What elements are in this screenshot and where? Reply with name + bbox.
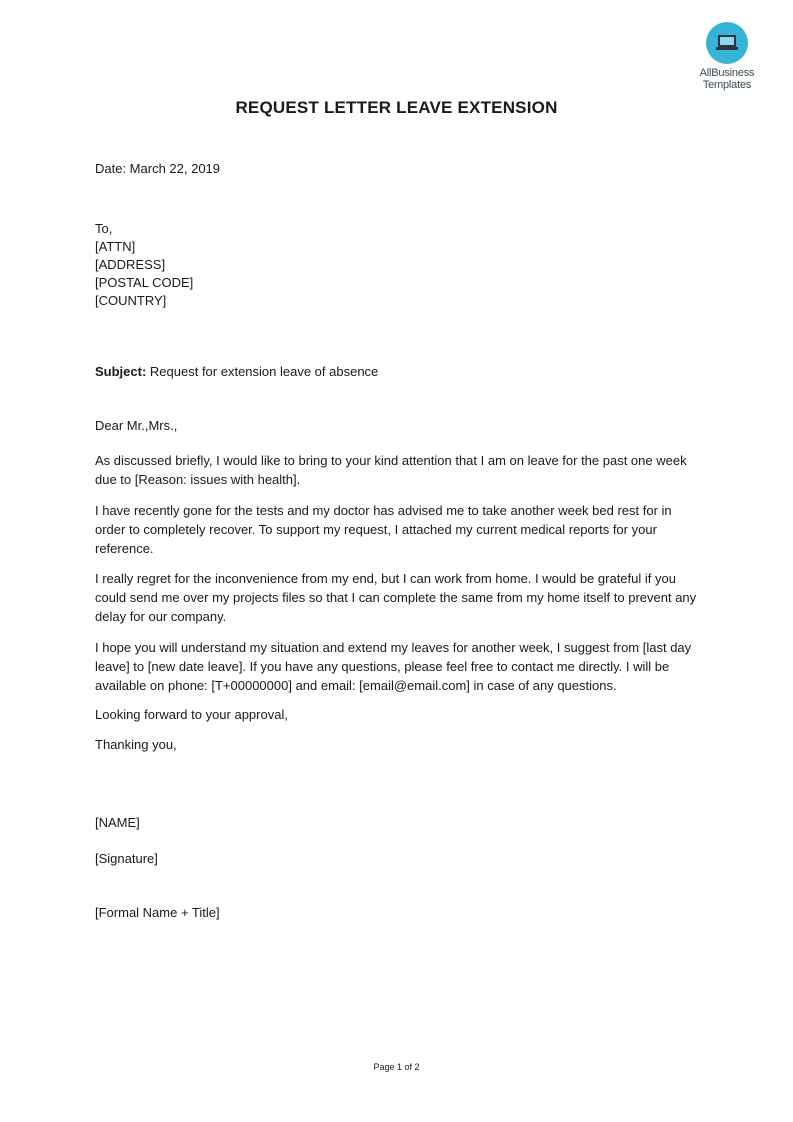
salutation: Dear Mr.,Mrs., bbox=[95, 418, 178, 433]
logo-circle bbox=[706, 22, 748, 64]
thanking-line: Thanking you, bbox=[95, 737, 177, 752]
sender-signature: [Signature] bbox=[95, 851, 158, 866]
letter-date: Date: March 22, 2019 bbox=[95, 161, 221, 176]
sender-formal-name: [Formal Name + Title] bbox=[95, 905, 220, 920]
sender-name: [NAME] bbox=[95, 815, 140, 830]
subject-line bbox=[95, 363, 378, 381]
address-country: [COUNTRY] bbox=[95, 293, 167, 308]
body-paragraph-2: I have recently gone for the tests and my doctor has advised me to take another week bed rest for in order to completely recover. To support my request, I attached my current medical reports for your reference. bbox=[95, 503, 672, 556]
allbusiness-templates-logo bbox=[692, 22, 762, 91]
body-paragraph-4: I hope you will understand my situation and extend my leaves for another week, I suggest from [last day leave] to [new date leave]. If you have any questions, please feel free to contact me directly. I will be available on phone: [T+00000000] and email: [email@email.com] in case of any questions. bbox=[95, 640, 692, 693]
body-paragraph-3: I really regret for the inconvenience from my end, but I can work from home. I would be grateful if you could send me over my projects files so that I can complete the same from my home itself to prevent any delay for our company. bbox=[95, 571, 697, 624]
page-number: Page 1 of 2 bbox=[373, 1062, 420, 1072]
address-attn: [ATTN] bbox=[95, 239, 136, 254]
subject-label: Subject: bbox=[95, 364, 147, 379]
body-paragraph-1: As discussed briefly, I would like to bring to your kind attention that I am on leave for the past one week due to [Reason: issues with health]. bbox=[95, 453, 687, 487]
document-title: REQUEST LETTER LEAVE EXTENSION bbox=[235, 98, 558, 117]
address-postal: [POSTAL CODE] bbox=[95, 275, 194, 290]
logo-text-line1: AllBusiness bbox=[699, 67, 755, 79]
closing-line: Looking forward to your approval, bbox=[95, 707, 288, 722]
logo-text-line2: Templates bbox=[702, 79, 752, 91]
address-street: [ADDRESS] bbox=[95, 257, 166, 272]
subject-text: Request for extension leave of absence bbox=[146, 364, 379, 379]
address-to: To, bbox=[95, 221, 113, 236]
